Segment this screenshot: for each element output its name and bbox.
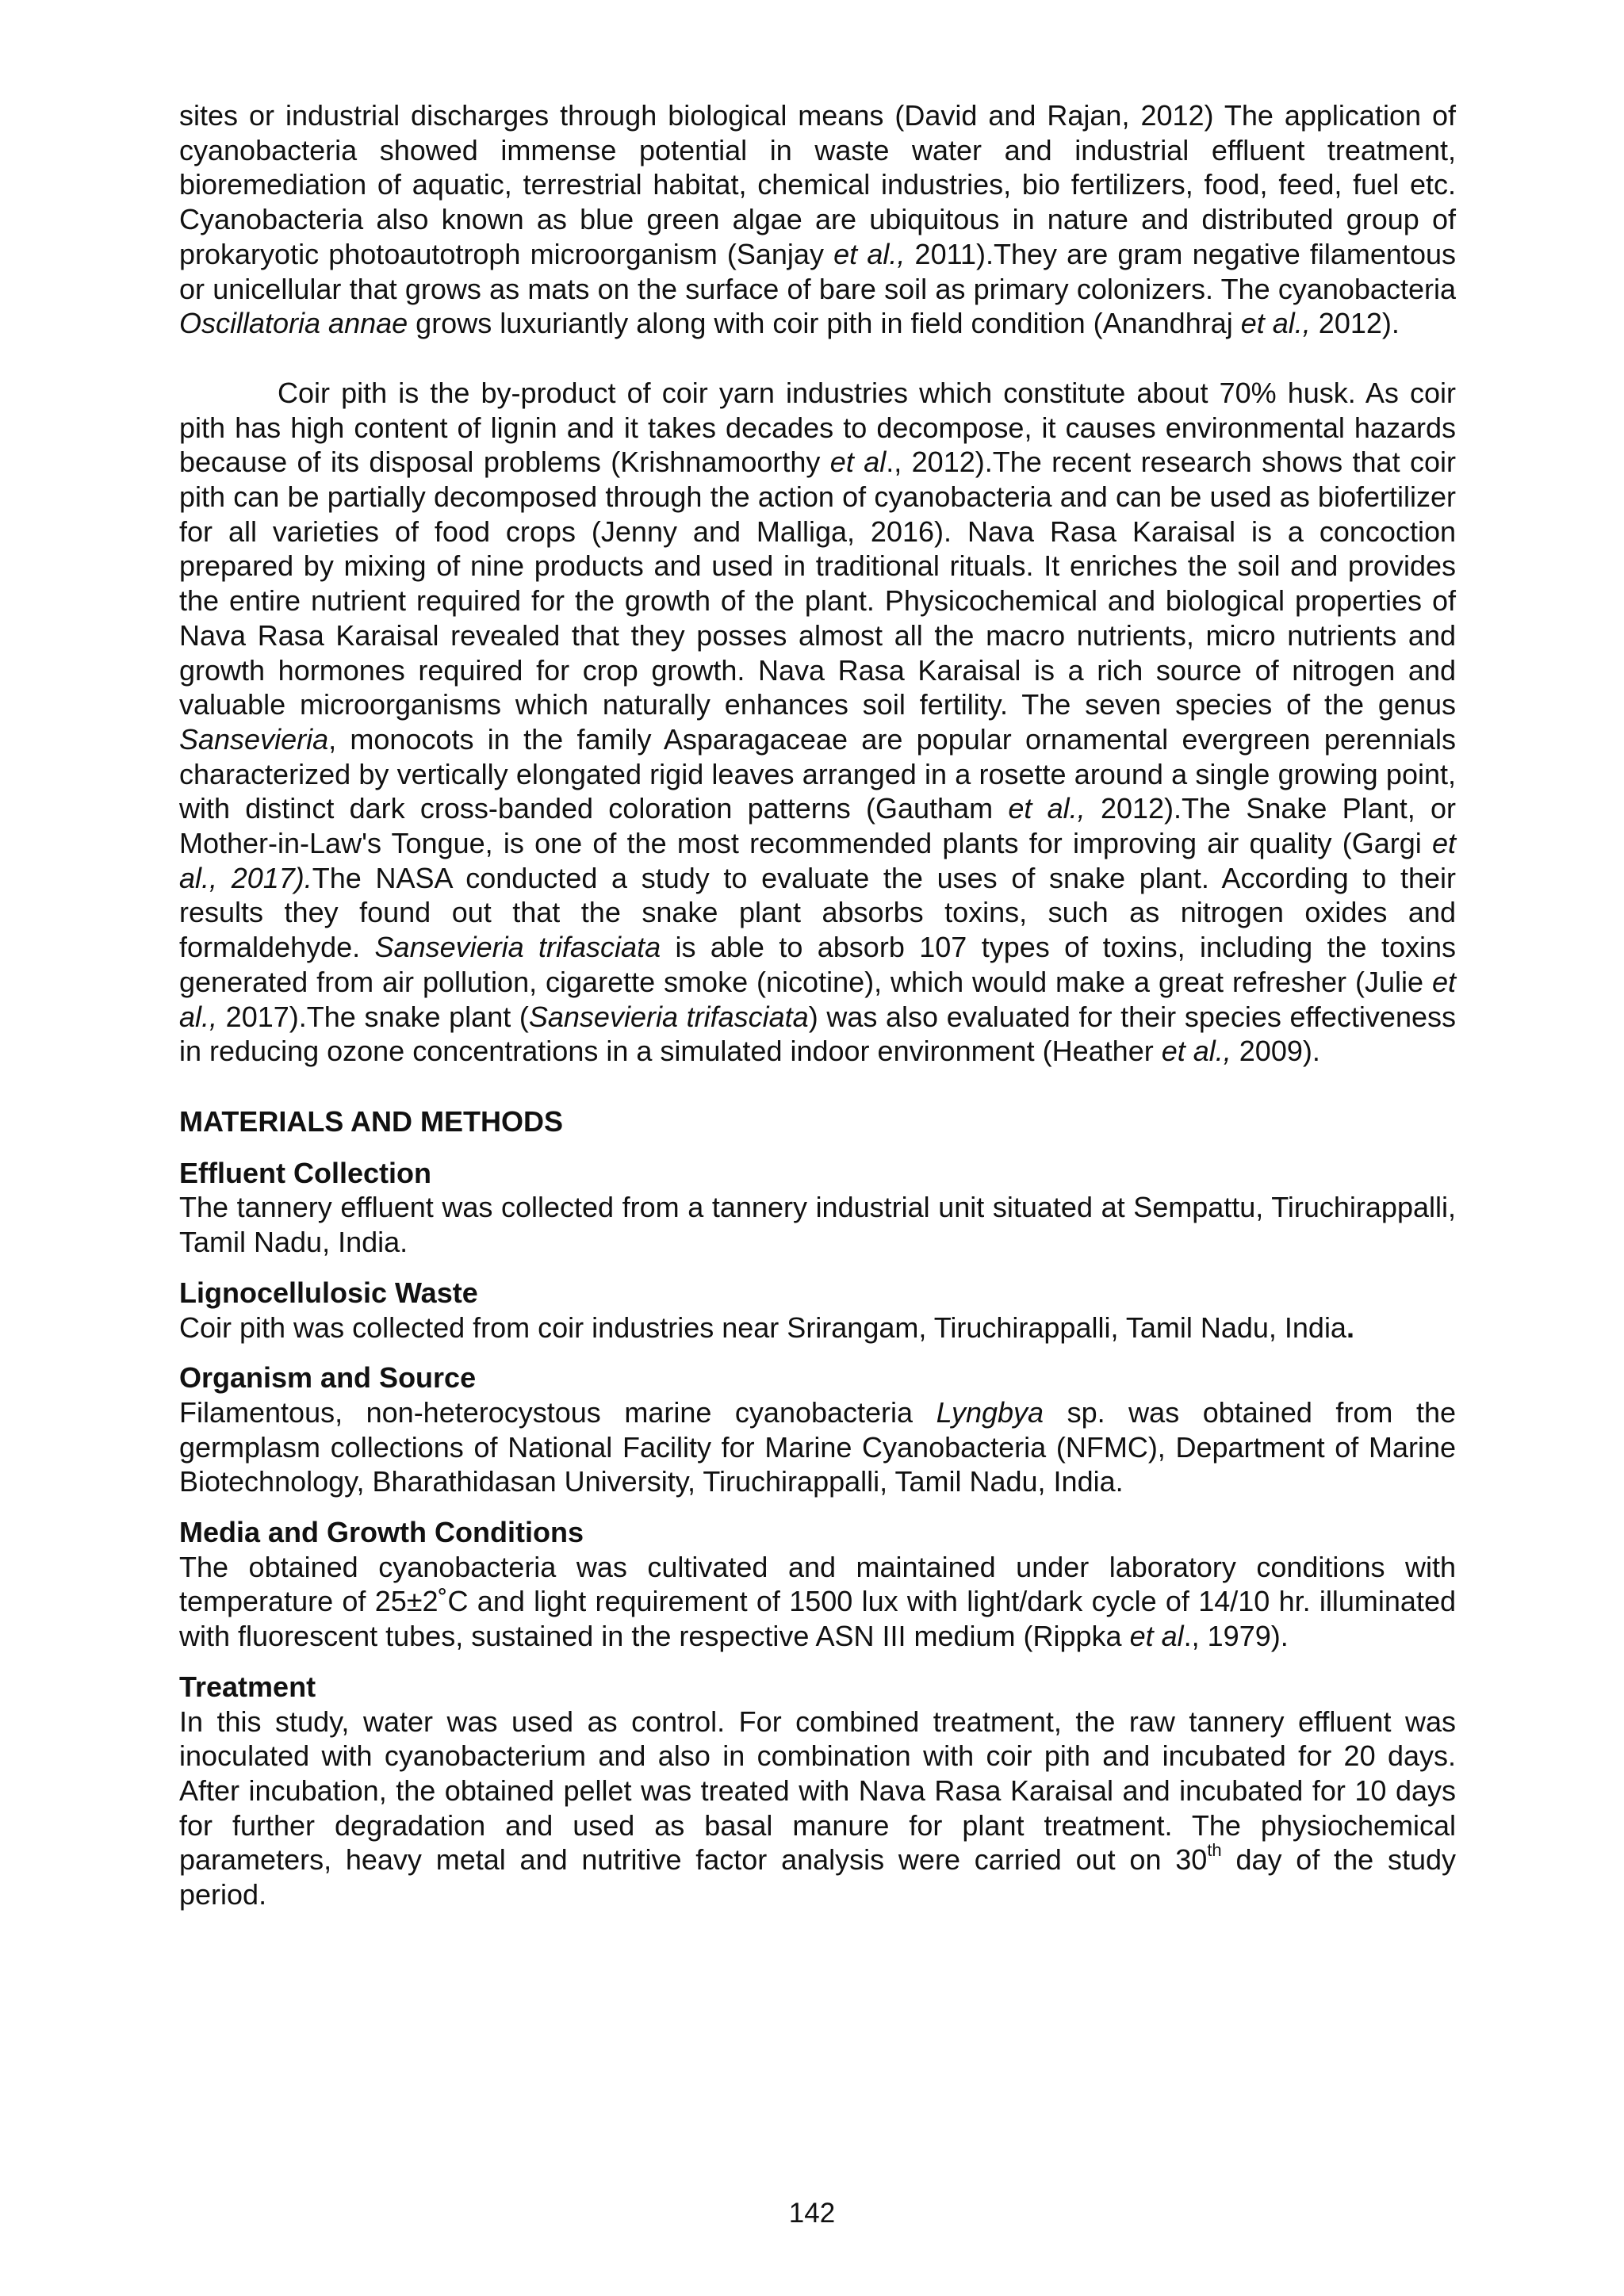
species-name: Sansevieria trifasciata — [528, 1000, 809, 1033]
text-run: 2012).The Snake Plant, or Mother-in-Law's Tongue, is one of the most recommended plants for improving air quality (Gargi — [179, 792, 1456, 860]
genus-name: Lyngbya — [936, 1395, 1044, 1429]
text-run: The NASA conducted a study to evaluate the uses of snake plant. According to their results they found out that the snake plant absorbs toxins, such as nitrogen oxides and formaldehyde. — [179, 861, 1456, 964]
text-run: Coir pith was collected from coir industries near Srirangam, Tiruchirappalli, Tamil Nadu, India — [179, 1311, 1346, 1344]
text-run: sp. was obtained from the germplasm collections of National Facility for Marine Cyanobacteria (NFMC), Department of Marine Biotechnology, Bharathidasan University, Tiruchirappalli, Tamil Nadu, India. — [179, 1395, 1456, 1498]
text-run: Filamentous, non-heterocystous marine cyanobacteria — [179, 1395, 936, 1429]
paragraph-coir-pith — [179, 376, 1456, 1069]
bold-period: . — [1346, 1311, 1354, 1344]
subheading-media-growth: Media and Growth Conditions — [179, 1516, 584, 1549]
italic-run: et al., 2017). — [179, 827, 1456, 894]
text-run: 2012). — [1310, 307, 1400, 340]
genus-name: Sansevieria — [179, 722, 329, 756]
text-run: ., 2012).The recent research shows that coir pith can be partially decomposed through the action of cyanobacteria and can be used as biofertilizer for all varieties of food crops (Jenny and Malliga, 2016). Nava Rasa Karaisal is a concoction prepared by mixing of nine products and used in traditional rituals. It enriches the soil and provides the entire nutrient required for the growth of the plant. Physicochemical and biological properties of Nava Rasa Karaisal revealed that they posses almost all the macro nutrients, micro nutrients and growth hormones required for crop growth. Nava Rasa Karaisal is a rich source of nitrogen and valuable microorganisms which naturally enhances soil fertility. The seven species of the genus — [179, 446, 1456, 721]
paragraph-effluent-collection: The tannery effluent was collected from a tannery industrial unit situated at Sempattu, Tiruchirappalli, Tamil Nadu, India. — [179, 1191, 1456, 1259]
italic-run: et al., — [1240, 307, 1311, 340]
paragraph-treatment — [179, 1705, 1456, 1912]
paragraph-lignocellulosic-waste — [179, 1311, 1456, 1345]
text-run: In this study, water was used as control. For combined treatment, the raw tannery effluent was inoculated with cyanobacterium and also in combination with coir pith and incubated for 20 days. After incubation, the obtained pellet was treated with Nava Rasa Karaisal and incubated for 10 days for further degradation and used as basal manure for plant treatment. The physiochemical parameters, heavy metal and nutritive factor analysis were carried out on 30 — [179, 1705, 1456, 1877]
species-name: Sansevieria trifasciata — [374, 931, 661, 964]
italic-run: et al — [829, 446, 887, 479]
text-run: day of the study period. — [179, 1843, 1456, 1911]
paragraph-media-growth — [179, 1550, 1456, 1654]
italic-run: et al., — [1161, 1035, 1231, 1068]
text-run: Coir pith is the by-product of coir yarn industries which constitute about 70% husk. As coir pith has high content of lignin and it takes decades to decompose, it causes environmental hazards because of its disposal problems (Krishnamoorthy — [179, 376, 1456, 479]
text-run: is able to absorb 107 types of toxins, including the toxins generated from air pollution, cigarette smoke (nicotine), which would make a great refresher (Julie — [179, 931, 1456, 998]
text-run: 2009). — [1231, 1035, 1320, 1068]
text-run: , monocots in the family Asparagaceae are popular ornamental evergreen perennials characterized by vertically elongated rigid leaves arranged in a rosette around a single growing point, with distinct dark cross-banded coloration patterns (Gautham — [179, 722, 1456, 825]
subheading-lignocellulosic-waste: Lignocellulosic Waste — [179, 1276, 478, 1309]
italic-run: et al., — [833, 237, 906, 270]
text-run: 2017).The snake plant ( — [217, 1000, 529, 1033]
text-run: The obtained cyanobacteria was cultivated and maintained under laboratory conditions with temperature of 25±2˚C and light requirement of 1500 lux with light/dark cycle of 14/10 hr. illuminated with fluorescent tubes, sustained in the respective ASN III medium (Rippka — [179, 1550, 1456, 1653]
text-run: sites or industrial discharges through biological means (David and Rajan, 2012) The application of cyanobacteria showed immense potential in waste water and industrial effluent treatment, bioremediation of aquatic, terrestrial habitat, chemical industries, bio fertilizers, food, feed, fuel etc. Cyanobacteria also known as blue green algae are ubiquitous in nature and distributed group of prokaryotic photoautotroph microorganism (Sanjay — [179, 99, 1456, 270]
superscript: th — [1207, 1840, 1222, 1861]
paragraph-organism-source — [179, 1395, 1456, 1499]
text-run: grows luxuriantly along with coir pith in field condition (Anandhraj — [408, 307, 1241, 340]
text-run: ) was also evaluated for their species effectiveness in reducing ozone concentrations in a simulated indoor environment (Heather — [179, 1000, 1456, 1068]
subheading-organism-source: Organism and Source — [179, 1361, 477, 1395]
italic-run: et al., — [179, 965, 1456, 1033]
italic-run: et al., — [1008, 792, 1086, 825]
section-heading: MATERIALS AND METHODS — [179, 1104, 563, 1138]
paragraph-intro-continued — [179, 98, 1456, 341]
text-run: ., 1979). — [1183, 1620, 1289, 1653]
page-number: 142 — [788, 2198, 836, 2229]
species-name: Oscillatoria annae — [179, 307, 408, 340]
subheading-treatment: Treatment — [179, 1670, 316, 1703]
text-run: 2011).They are gram negative filamentous or unicellular that grows as mats on the surface of bare soil as primary colonizers. The cyanobacteria — [179, 237, 1456, 305]
subheading-effluent-collection: Effluent Collection — [179, 1156, 431, 1189]
italic-run: et al — [1129, 1620, 1184, 1653]
text-column — [179, 98, 1456, 1912]
